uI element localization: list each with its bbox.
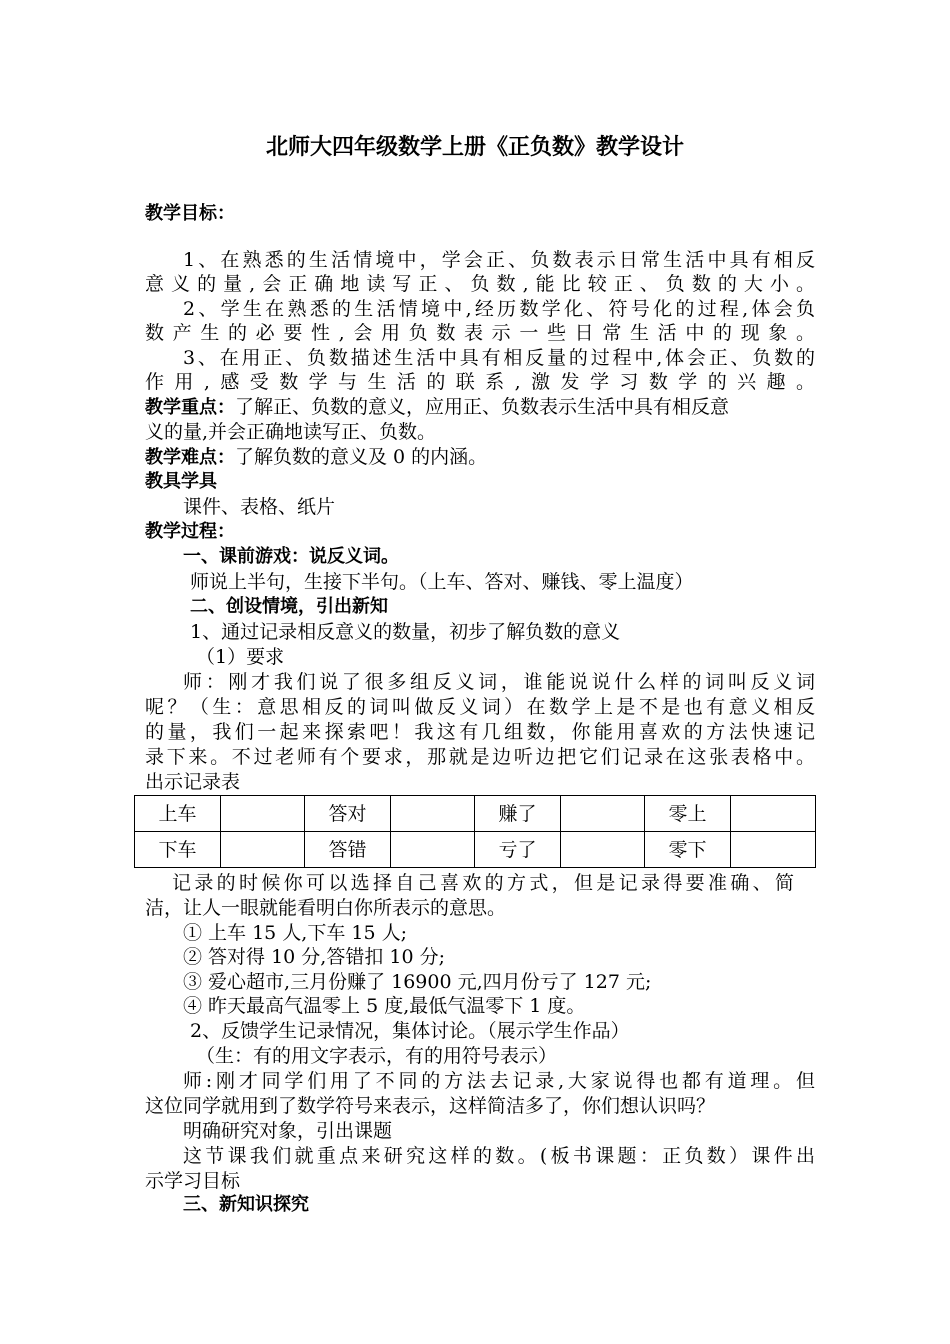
objective-line-3: 2、学生在熟悉的生活情境中,经历数学化、符号化的过程,体会负	[183, 298, 815, 320]
after-table-line-2: 洁，让人一眼就能看明白你所表示的意思。	[145, 897, 507, 919]
section-1-heading: 一、课前游戏：说反义词。	[183, 546, 399, 567]
section-3-heading: 三、新知识探究	[183, 1194, 309, 1215]
objective-line-6: 作用,感受数学与生活的联系,激发学习数学的兴趣。	[145, 371, 815, 393]
document-title: 北师大四年级数学上册《正负数》教学设计	[265, 135, 684, 160]
objectives-heading: 教学目标：	[145, 203, 235, 224]
teacher-line-2: 呢？（生：意思相反的词叫做反义词）在数学上是不是也有意义相反	[145, 696, 815, 718]
table-cell: 零下	[645, 832, 731, 868]
objective-line-4: 数产生的必要性,会用负数表示一些日常生活中的现象。	[145, 322, 815, 344]
example-1: ① 上车 15 人,下车 15 人;	[183, 922, 407, 944]
after-table-line-1: 记录的时候你可以选择自己喜欢的方式，但是记录得要准确、简	[172, 872, 794, 894]
objective-line-5: 3、在用正、负数描述生活中具有相反量的过程中,体会正、负数的	[183, 347, 815, 369]
table-cell	[731, 832, 816, 868]
table-cell: 亏了	[475, 832, 561, 868]
key-points-label: 教学重点：	[145, 397, 235, 418]
teacher-line-2-1: 师:刚才同学们用了不同的方法去记录,大家说得也都有道理。但	[183, 1070, 815, 1092]
lesson-line-2: 示学习目标	[145, 1170, 241, 1192]
table-cell: 下车	[135, 832, 221, 868]
lesson-line-1: 这节课我们就重点来研究这样的数。(板书课题：正负数）课件出	[183, 1145, 815, 1167]
record-table	[134, 795, 816, 868]
clarify-line: 明确研究对象，引出课题	[183, 1120, 393, 1142]
table-cell: 答对	[305, 796, 391, 832]
section-1-text: 师说上半句，生接下半句。（上车、答对、赚钱、零上温度）	[190, 571, 694, 593]
tools-label: 教具学具	[145, 471, 217, 492]
process-label: 教学过程：	[145, 521, 235, 542]
table-cell	[731, 796, 816, 832]
table-cell	[561, 796, 645, 832]
record-table-body	[135, 796, 816, 868]
table-cell: 上车	[135, 796, 221, 832]
table-cell: 答错	[305, 832, 391, 868]
difficulty-label: 教学难点：	[145, 447, 235, 468]
table-row	[135, 796, 816, 832]
table-cell	[391, 832, 475, 868]
example-2: ② 答对得 10 分,答错扣 10 分;	[183, 946, 445, 968]
teacher-line-2-2: 这位同学就用到了数学符号来表示，这样简洁多了，你们想认识吗？	[145, 1095, 716, 1117]
table-row	[135, 832, 816, 868]
table-cell	[221, 832, 305, 868]
teacher-line-5: 出示记录表	[145, 771, 241, 793]
difficulty-line	[145, 445, 487, 470]
teacher-line-4: 录下来。不过老师有个要求，那就是边听边把它们记录在这张表格中。	[145, 746, 815, 768]
table-cell: 零上	[645, 796, 731, 832]
section-2-heading: 二、创设情境，引出新知	[190, 596, 388, 617]
objective-line-2: 意义的量,会正确地读写正、负数,能比较正、负数的大小。	[145, 273, 815, 295]
step-2: 2、反馈学生记录情况，集体讨论。（展示学生作品）	[190, 1020, 630, 1042]
objective-line-1: 1、在熟悉的生活情境中，学会正、负数表示日常生活中具有相反	[183, 249, 815, 271]
difficulty-text: 了解负数的意义及 0 的内涵。	[235, 446, 488, 468]
teacher-line-3: 的量，我们一起来探索吧！我这有几组数，你能用喜欢的方法快速记	[145, 721, 815, 743]
example-3: ③ 爱心超市,三月份赚了 16900 元,四月份亏了 127 元;	[183, 971, 652, 993]
step-1: 1、通过记录相反意义的数量，初步了解负数的意义	[190, 621, 621, 643]
tools-text: 课件、表格、纸片	[183, 496, 336, 518]
table-cell	[391, 796, 475, 832]
requirement: （1）要求	[196, 646, 285, 668]
key-points-line-1	[145, 395, 729, 420]
example-4: ④ 昨天最高气温零上 5 度,最低气温零下 1 度。	[183, 995, 586, 1017]
table-cell: 赚了	[475, 796, 561, 832]
key-points-text: 了解正、负数的意义，应用正、负数表示生活中具有相反意	[235, 396, 730, 418]
key-points-line-2: 义的量,并会正确地读写正、负数。	[145, 421, 437, 443]
table-cell	[221, 796, 305, 832]
teacher-line-1: 师：刚才我们说了很多组反义词，谁能说说什么样的词叫反义词	[183, 671, 815, 693]
table-cell	[561, 832, 645, 868]
student-note: （生：有的用文字表示，有的用符号表示）	[196, 1045, 558, 1067]
